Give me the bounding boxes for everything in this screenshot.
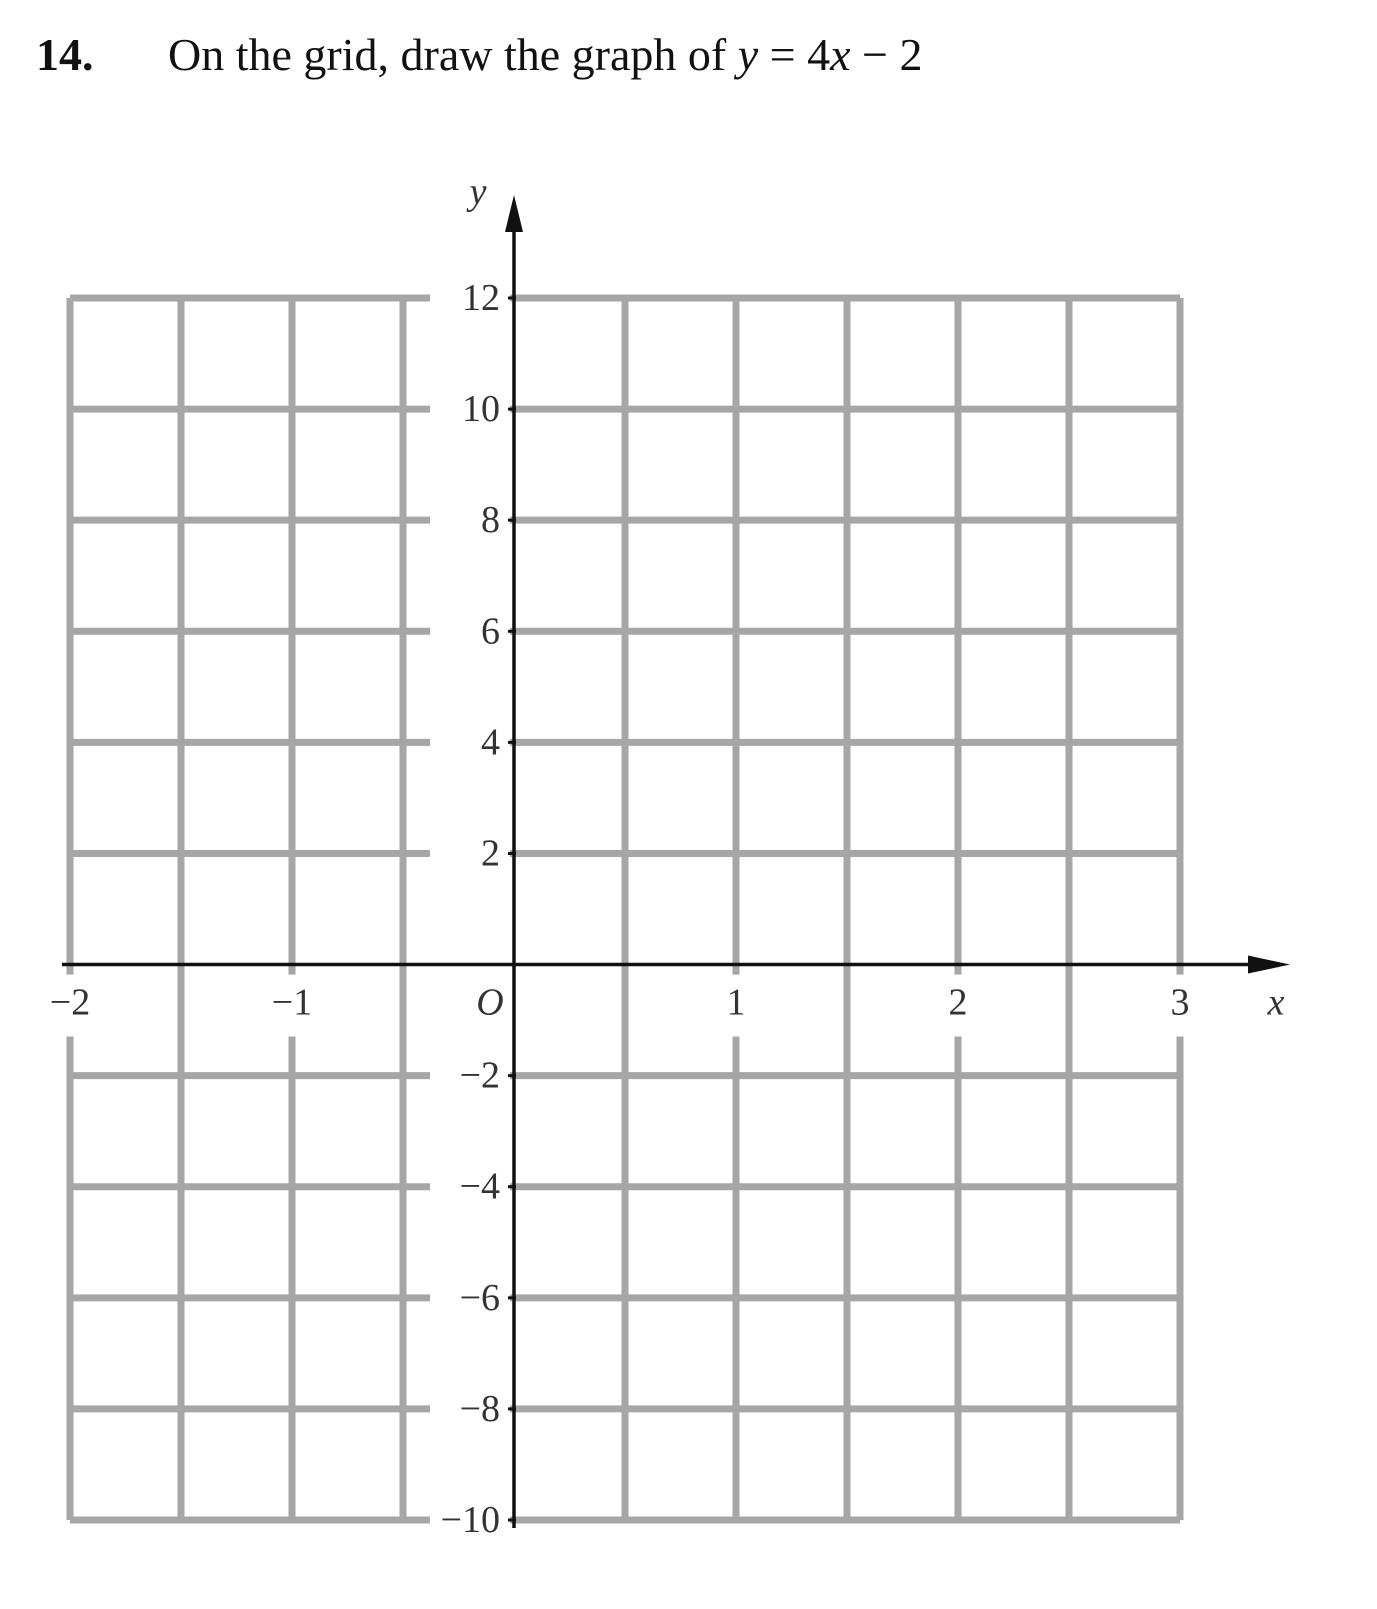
x-tick-label: 1 [726, 981, 746, 1024]
y-tick-label: −4 [459, 1165, 500, 1208]
y-axis-label: y [469, 171, 487, 213]
equation-mid: = 4 [758, 29, 831, 80]
equation-y: y [737, 29, 759, 80]
x-tick-label: 2 [948, 981, 968, 1024]
axes [62, 195, 1290, 1528]
x-tick-label: −2 [49, 981, 91, 1024]
x-axis-arrow [1248, 956, 1290, 974]
y-tick-label: −6 [459, 1276, 500, 1319]
y-tick-label: 10 [462, 388, 500, 431]
y-tick-label: 4 [481, 721, 500, 764]
x-tick-label: −1 [271, 981, 313, 1024]
y-tick-label: −10 [440, 1499, 500, 1541]
y-tick-label: −8 [459, 1387, 500, 1430]
y-tick-label: −2 [459, 1054, 500, 1097]
question-number: 14. [36, 29, 94, 80]
y-tick-label: 8 [481, 499, 500, 542]
x-axis-label: x [1267, 981, 1285, 1024]
x-tick-label: 3 [1170, 981, 1190, 1024]
y-axis-arrow [505, 195, 523, 232]
grid-lines [70, 298, 1180, 1520]
y-tick-label: 2 [481, 832, 500, 875]
question-prefix: On the grid, draw the graph of [168, 29, 738, 80]
equation-tail: − 2 [850, 29, 923, 80]
y-tick-label: 6 [481, 610, 500, 653]
equation-x: x [830, 29, 851, 80]
y-tick-label: 12 [462, 277, 500, 319]
origin-label: O [476, 981, 504, 1024]
